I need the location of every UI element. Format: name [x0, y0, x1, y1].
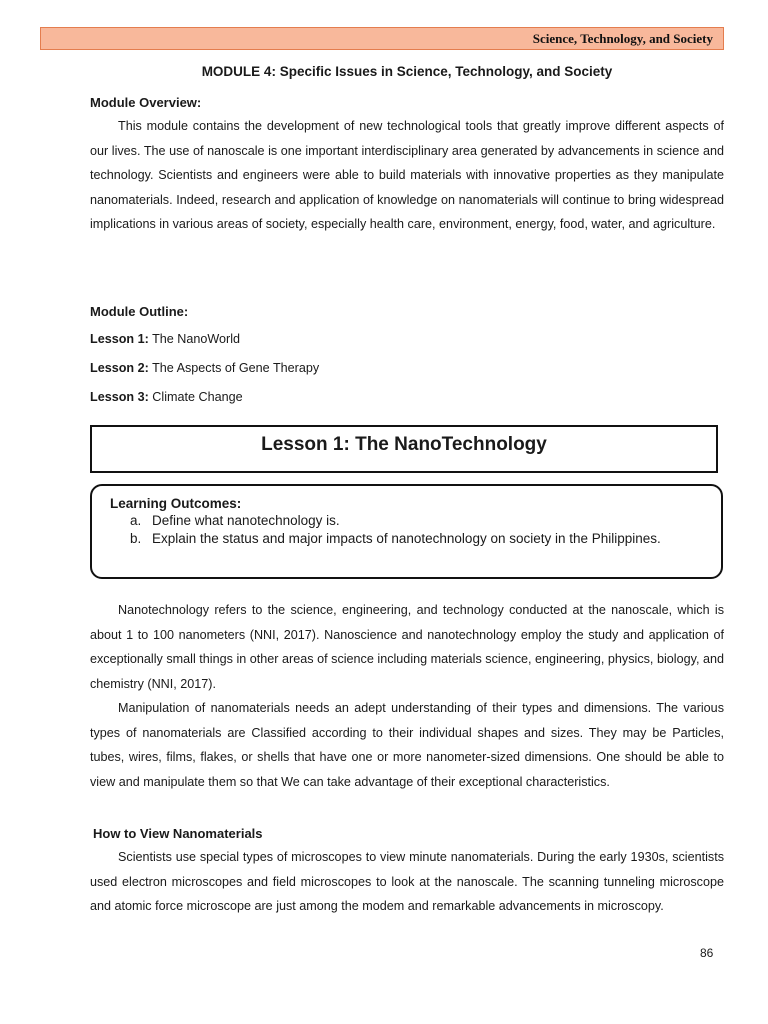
- microscopy-section: [90, 845, 724, 919]
- outline-lesson-2: [90, 361, 319, 375]
- overview-heading: Module Overview:: [90, 95, 202, 110]
- outcome-text: Explain the status and major impacts of nanotechnology on society in the Philippines.: [152, 531, 661, 546]
- lesson-title: Lesson 1: The NanoTechnology: [261, 434, 547, 455]
- outline-lesson-2-label: Lesson 2:: [90, 361, 149, 375]
- outcome-letter: b.: [130, 531, 142, 546]
- outcome-text: Define what nanotechnology is.: [152, 513, 340, 528]
- lesson-title-box: [90, 425, 718, 473]
- outline-lesson-1-title: The NanoWorld: [152, 332, 241, 346]
- outcome-item: [110, 512, 712, 530]
- page-number: 86: [700, 946, 714, 960]
- outcomes-heading: Learning Outcomes:: [110, 496, 242, 511]
- outline-lesson-1-label: Lesson 1:: [90, 332, 149, 346]
- outcome-item: [110, 530, 712, 548]
- nanotech-definition-paragraph: Nanotechnology refers to the science, engineering, and technology conducted at the nanoscale, which is about 1 to 100 nanometers (NNI, 2017). Nanoscience and nanotechnology employ the study and application of exceptionally small things in other areas of science including materials science, engineering, physics, biology, and chemistry (NNI, 2017).: [90, 603, 724, 691]
- outline-lesson-3-title: Climate Change: [152, 390, 243, 404]
- lesson-body: [90, 598, 724, 794]
- outcome-letter: a.: [130, 513, 142, 528]
- view-nanomaterials-heading: How to View Nanomaterials: [93, 826, 263, 841]
- module-title: MODULE 4: Specific Issues in Science, Technology, and Society: [201, 64, 613, 79]
- overview-paragraph: This module contains the development of new technological tools that greatly improve different aspects of our lives. The use of nanoscale is one important interdisciplinary area generated by advancements in science and technology. Scientists and engineers were able to build materials with innovative properties as they manipulate nanomaterials. Indeed, research and application of knowledge on nanomaterials will continue to bring widespread implications in various areas of society, especially health care, environment, energy, food, water, and agriculture.: [90, 119, 724, 231]
- nanomaterials-types-paragraph: Manipulation of nanomaterials needs an adept understanding of their types and dimensions. The various types of nanomaterials are Classified according to their individual shapes and sizes. They may be Particles, tubes, wires, films, flakes, or shells that have one or more nanometer-sized dimensions. One should be able to view and manipulate them so that We can take advantage of their exceptional characteristics.: [90, 701, 724, 789]
- outline-lesson-3-label: Lesson 3:: [90, 390, 149, 404]
- overview-section: [90, 114, 724, 237]
- microscopy-paragraph: Scientists use special types of microscopes to view minute nanomaterials. During the early 1930s, scientists used electron microscopes and field microscopes to look at the nanoscale. The scanning tunneling microscope and atomic force microscope are just among the modem and remarkable advancements in microscopy.: [90, 850, 724, 913]
- outline-lesson-3: [90, 390, 243, 404]
- outline-lesson-2-title: The Aspects of Gene Therapy: [152, 361, 320, 375]
- outline-heading: Module Outline:: [90, 304, 189, 319]
- learning-outcomes-box: [90, 484, 723, 579]
- header-title: Science, Technology, and Society: [532, 31, 713, 46]
- outline-lesson-1: [90, 332, 240, 346]
- header-bar: [40, 27, 724, 50]
